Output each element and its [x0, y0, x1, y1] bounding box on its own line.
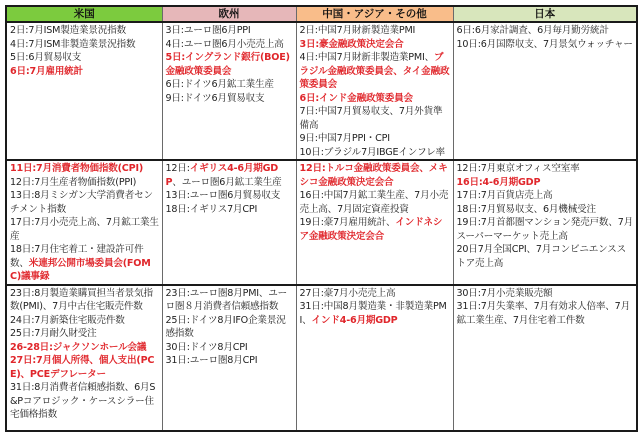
- cell-japan: [453, 160, 637, 285]
- event-item: [10, 162, 160, 176]
- event-item: [457, 162, 635, 176]
- event-item: [457, 287, 635, 301]
- event-item: [457, 176, 635, 190]
- event-item: [300, 51, 451, 92]
- event-item: [457, 24, 635, 38]
- header-japan: 日本: [453, 6, 637, 22]
- event-text: 19日:豪7月雇用統計、: [299, 217, 396, 228]
- event-highlight-text: インド4-6月期GDP: [311, 314, 398, 326]
- event-text: 20日7月全国CPI、7月コンビニエンスストア売上高: [456, 244, 627, 269]
- event-item: [10, 314, 160, 328]
- event-item: [10, 381, 160, 422]
- event-text: 31日:中国8月製造業・非製造業PMI、: [299, 301, 447, 326]
- event-item: [300, 300, 451, 327]
- cell-japan: [453, 22, 637, 160]
- event-item: [10, 243, 160, 284]
- event-text: 6日:6月家計調査、6月毎月勤労統計: [456, 25, 609, 36]
- event-item: [10, 65, 160, 79]
- event-item: [300, 24, 451, 38]
- event-text: 2日:中国7月財新製造業PMI: [299, 25, 416, 36]
- cell-us: [6, 160, 162, 285]
- event-text: 3日:ユーロ圏6月PPI: [165, 25, 251, 36]
- event-highlight-text: イギリス4-6月期GDP: [165, 163, 279, 188]
- event-item: [300, 162, 451, 189]
- event-item: [10, 189, 160, 216]
- event-highlight-text: インドネシア金融政策決定会合: [299, 217, 443, 242]
- event-text: 4日:中国7月財新非製造業PMI、: [299, 52, 434, 63]
- event-item: [300, 146, 451, 160]
- cell-us: [6, 285, 162, 431]
- event-text: 23日:8月製造業購買担当者景気指数(PMI)、7月中古住宅販売件数: [10, 287, 153, 312]
- event-item: [10, 176, 160, 190]
- event-text: 31日:ユーロ圏8月CPI: [165, 355, 258, 366]
- event-item: [166, 51, 294, 78]
- event-item: [457, 216, 635, 243]
- header-us: 米国: [6, 6, 162, 22]
- event-text: 30日:ドイツ8月CPI: [165, 341, 248, 353]
- event-item: [300, 38, 451, 52]
- event-item: [10, 354, 160, 381]
- event-text: 18日:イギリス7月CPI: [165, 203, 258, 215]
- economic-calendar-table: [5, 5, 638, 432]
- event-item: [166, 162, 294, 189]
- event-text: 10日:ブラジル7月IBGEインフレ率: [299, 146, 445, 158]
- event-item: [166, 92, 294, 106]
- event-item: [166, 287, 294, 314]
- event-item: [10, 51, 160, 65]
- header-row: [6, 6, 637, 22]
- event-text: 6日:ドイツ6月鉱工業生産: [165, 79, 274, 90]
- event-text: 9日:中国7月PPI・CPI: [299, 133, 390, 144]
- event-text: 30日:7月小売業販売額: [456, 287, 553, 299]
- event-item: [10, 24, 160, 38]
- event-highlight-text: 米連邦公開市場委員会(FOMC)議事録: [10, 257, 151, 282]
- header-europe: 欧州: [162, 6, 296, 22]
- event-text: 27日:豪7月小売売上高: [299, 287, 396, 299]
- cell-china-asia-other: [296, 160, 453, 285]
- event-item: [166, 189, 294, 203]
- event-item: [166, 38, 294, 52]
- event-highlight-text: 16日:4-6月期GDP: [456, 176, 541, 188]
- event-text: 4日:ユーロ圏6月小売売上高: [165, 38, 284, 50]
- event-item: [166, 354, 294, 368]
- event-item: [457, 300, 635, 327]
- event-text: 12日:7月東京オフィス空室率: [456, 163, 580, 174]
- event-text: 2日:7月ISM製造業景況指数: [10, 25, 126, 36]
- event-highlight-text: 12日:トルコ金融政策委員会、メキシコ金融政策決定会合: [299, 163, 448, 188]
- event-item: [10, 216, 160, 243]
- event-highlight-text: ブラジル金融政策委員会、タイ金融政策委員会: [299, 52, 450, 90]
- event-highlight-text: 6日:インド金融政策委員会: [299, 92, 413, 104]
- event-text: 13日:ユーロ圏6月貿易収支: [165, 190, 281, 201]
- period-row-1: [6, 22, 637, 160]
- event-text: 17日:7月百貨店売上高: [456, 190, 553, 201]
- event-text: 13日:8月ミシガン大学消費者センチメント指数: [10, 190, 153, 215]
- event-text: 23日:ユーロ圏8月PMI、ユーロ圏８月消費者信頼感指数: [165, 287, 288, 312]
- event-highlight-text: 26-28日:ジャクソンホール会議: [10, 341, 147, 353]
- event-text: 4日:7月ISM非製造業景況指数: [10, 38, 136, 50]
- cell-japan: [453, 285, 637, 431]
- header-china-asia-other: 中国・アジア・その他: [296, 6, 453, 22]
- event-text: 31日:8月消費者信頼感指数、6月S&Pコアロジック・ケースシラー住宅価格指数: [10, 382, 156, 420]
- event-item: [10, 327, 160, 341]
- event-text: 31日:7月失業率、7月有効求人倍率、7月鉱工業生産、7月住宅着工件数: [456, 301, 630, 326]
- event-item: [166, 341, 294, 355]
- event-item: [457, 243, 635, 270]
- event-text: 9日:ドイツ6月貿易収支: [165, 92, 265, 104]
- event-text: 、ユーロ圏6月鉱工業生産: [172, 176, 282, 188]
- event-item: [300, 287, 451, 301]
- cell-china-asia-other: [296, 285, 453, 431]
- event-item: [300, 189, 451, 216]
- cell-us: [6, 22, 162, 160]
- event-text: 18日:7月貿易収支、6月機械受注: [456, 203, 596, 215]
- event-item: [166, 203, 294, 217]
- event-item: [10, 341, 160, 355]
- event-item: [300, 92, 451, 106]
- event-highlight-text: 3日:豪金融政策決定会合: [299, 38, 404, 50]
- period-row-2: [6, 160, 637, 285]
- event-text: 25日:7月耐久財受注: [10, 328, 97, 339]
- event-text: 18日:7月住宅着工・建設許可件数、: [10, 244, 144, 269]
- event-item: [457, 203, 635, 217]
- event-text: 12日:7月生産者物価指数(PPI): [10, 176, 137, 188]
- event-text: 16日:中国7月鉱工業生産、7月小売売上高、7月固定資産投資: [299, 190, 449, 215]
- event-highlight-text: 11日:7月消費者物価指数(CPI): [10, 163, 144, 174]
- cell-europe: [162, 22, 296, 160]
- event-text: 19日:7月首都圏マンション発売戸数、7月スーパーマーケット売上高: [456, 217, 634, 242]
- event-item: [166, 314, 294, 341]
- event-text: 10日:6月国際収支、7月景気ウォッチャー: [456, 38, 633, 50]
- event-item: [10, 38, 160, 52]
- event-highlight-text: 5日:イングランド銀行(BOE)金融政策委員会: [165, 52, 290, 77]
- period-row-3: [6, 285, 637, 431]
- event-item: [300, 132, 451, 146]
- event-item: [166, 24, 294, 38]
- event-item: [300, 105, 451, 132]
- event-item: [300, 216, 451, 243]
- event-highlight-text: 6日:7月雇用統計: [10, 65, 83, 77]
- cell-china-asia-other: [296, 22, 453, 160]
- event-text: 25日:ドイツ8月IFO企業景況感指数: [165, 314, 286, 339]
- event-item: [457, 38, 635, 52]
- event-highlight-text: 27日:7月個人所得、個人支出(PCE)、PCEデフレーター: [10, 355, 155, 380]
- event-item: [10, 287, 160, 314]
- event-text: 7日:中国7月貿易収支、7月外貨準備高: [299, 106, 443, 131]
- cell-europe: [162, 285, 296, 431]
- event-text: 12日:: [165, 163, 190, 174]
- event-text: 17日:7月小売売上高、7月鉱工業生産: [10, 217, 159, 242]
- event-text: 5日:6月貿易収支: [10, 52, 82, 63]
- event-item: [166, 78, 294, 92]
- event-text: 24日:7月新築住宅販売件数: [10, 314, 125, 326]
- cell-europe: [162, 160, 296, 285]
- event-item: [457, 189, 635, 203]
